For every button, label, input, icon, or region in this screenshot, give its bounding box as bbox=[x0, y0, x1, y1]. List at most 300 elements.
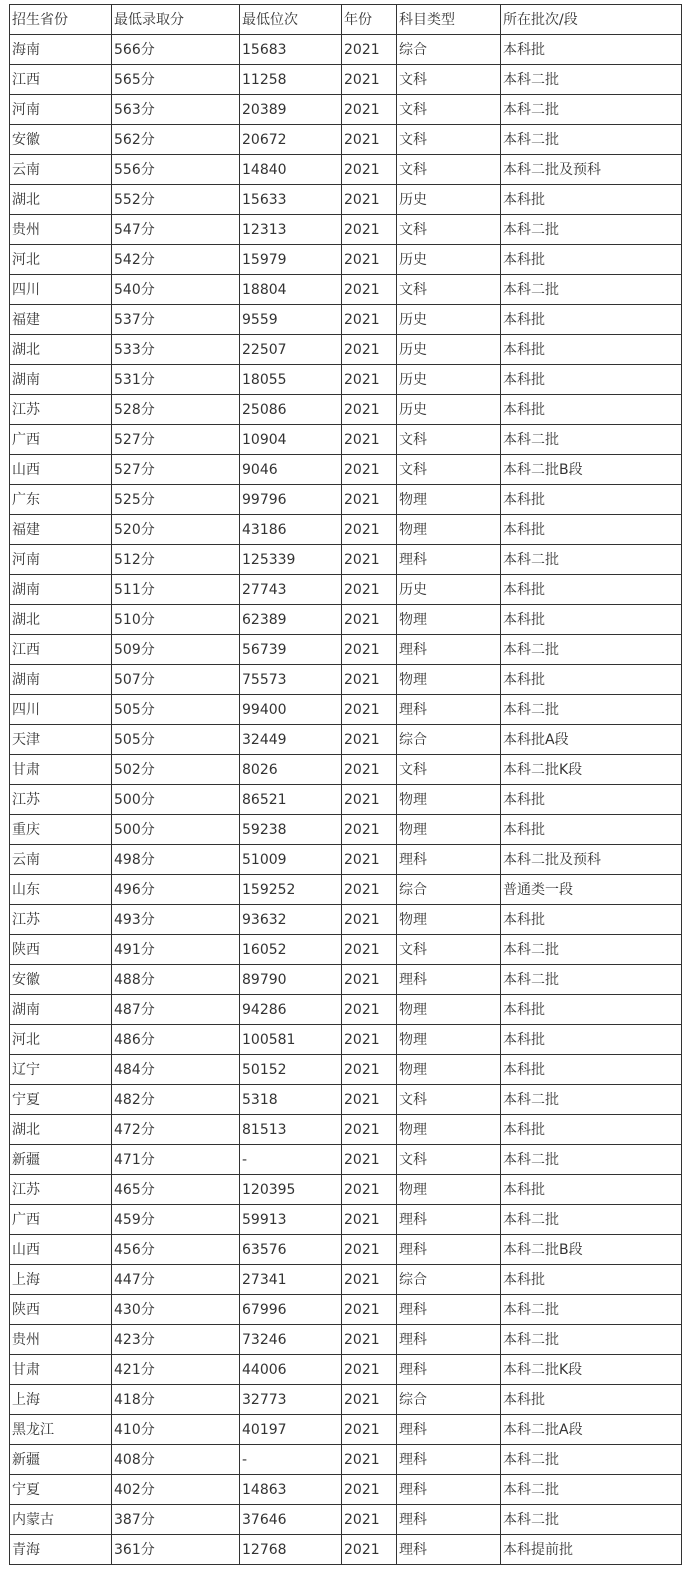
batch-cell: 本科批 bbox=[501, 305, 682, 335]
batch-cell: 本科二批 bbox=[501, 425, 682, 455]
min-rank-cell: 20672 bbox=[240, 125, 342, 155]
year-cell: 2021 bbox=[342, 1205, 397, 1235]
min-score-cell: 500分 bbox=[112, 785, 240, 815]
min-score-cell: 552分 bbox=[112, 185, 240, 215]
min-score-cell: 498分 bbox=[112, 845, 240, 875]
table-row bbox=[10, 1175, 682, 1205]
min-rank-cell: - bbox=[240, 1445, 342, 1475]
subject-type-cell: 理科 bbox=[397, 1355, 501, 1385]
min-score-cell: 387分 bbox=[112, 1505, 240, 1535]
province-cell: 云南 bbox=[10, 155, 112, 185]
province-cell: 湖南 bbox=[10, 665, 112, 695]
province-cell: 安徽 bbox=[10, 125, 112, 155]
min-rank-cell: 89790 bbox=[240, 965, 342, 995]
province-cell: 湖南 bbox=[10, 365, 112, 395]
year-cell: 2021 bbox=[342, 695, 397, 725]
batch-cell: 本科批 bbox=[501, 575, 682, 605]
table-row bbox=[10, 935, 682, 965]
subject-type-cell: 历史 bbox=[397, 245, 501, 275]
province-cell: 江苏 bbox=[10, 905, 112, 935]
batch-cell: 本科批 bbox=[501, 365, 682, 395]
province-cell: 江苏 bbox=[10, 395, 112, 425]
table-row bbox=[10, 185, 682, 215]
batch-cell: 本科二批 bbox=[501, 275, 682, 305]
table-row bbox=[10, 995, 682, 1025]
min-score-cell: 562分 bbox=[112, 125, 240, 155]
batch-cell: 本科批 bbox=[501, 1175, 682, 1205]
min-score-cell: 447分 bbox=[112, 1265, 240, 1295]
batch-cell: 本科批 bbox=[501, 335, 682, 365]
min-score-cell: 410分 bbox=[112, 1415, 240, 1445]
min-rank-cell: 56739 bbox=[240, 635, 342, 665]
min-score-cell: 520分 bbox=[112, 515, 240, 545]
province-cell: 辽宁 bbox=[10, 1055, 112, 1085]
table-row bbox=[10, 1385, 682, 1415]
province-cell: 河南 bbox=[10, 545, 112, 575]
min-score-cell: 525分 bbox=[112, 485, 240, 515]
province-cell: 江苏 bbox=[10, 785, 112, 815]
table-container bbox=[9, 4, 682, 1565]
min-rank-cell: 18055 bbox=[240, 365, 342, 395]
min-rank-cell: 99796 bbox=[240, 485, 342, 515]
batch-cell: 本科批 bbox=[501, 605, 682, 635]
min-score-cell: 533分 bbox=[112, 335, 240, 365]
batch-cell: 本科批 bbox=[501, 1025, 682, 1055]
min-rank-cell: 125339 bbox=[240, 545, 342, 575]
table-row bbox=[10, 305, 682, 335]
province-cell: 湖南 bbox=[10, 995, 112, 1025]
table-row bbox=[10, 365, 682, 395]
min-rank-cell: - bbox=[240, 1145, 342, 1175]
subject-type-cell: 理科 bbox=[397, 1325, 501, 1355]
subject-type-cell: 理科 bbox=[397, 695, 501, 725]
batch-cell: 本科二批 bbox=[501, 1325, 682, 1355]
subject-type-cell: 文科 bbox=[397, 1145, 501, 1175]
batch-cell: 本科二批 bbox=[501, 95, 682, 125]
province-cell: 贵州 bbox=[10, 215, 112, 245]
year-cell: 2021 bbox=[342, 1505, 397, 1535]
table-row bbox=[10, 425, 682, 455]
batch-cell: 本科批 bbox=[501, 815, 682, 845]
min-score-cell: 472分 bbox=[112, 1115, 240, 1145]
header-min-score: 最低录取分 bbox=[112, 5, 240, 35]
year-cell: 2021 bbox=[342, 605, 397, 635]
province-cell: 河北 bbox=[10, 1025, 112, 1055]
subject-type-cell: 理科 bbox=[397, 845, 501, 875]
min-score-cell: 510分 bbox=[112, 605, 240, 635]
table-row bbox=[10, 695, 682, 725]
province-cell: 贵州 bbox=[10, 1325, 112, 1355]
subject-type-cell: 理科 bbox=[397, 1235, 501, 1265]
batch-cell: 本科二批 bbox=[501, 1205, 682, 1235]
header-subject-type: 科目类型 bbox=[397, 5, 501, 35]
table-row bbox=[10, 785, 682, 815]
min-rank-cell: 37646 bbox=[240, 1505, 342, 1535]
year-cell: 2021 bbox=[342, 515, 397, 545]
table-row bbox=[10, 515, 682, 545]
year-cell: 2021 bbox=[342, 1025, 397, 1055]
min-rank-cell: 86521 bbox=[240, 785, 342, 815]
table-row bbox=[10, 1235, 682, 1265]
table-row bbox=[10, 1325, 682, 1355]
min-score-cell: 488分 bbox=[112, 965, 240, 995]
year-cell: 2021 bbox=[342, 425, 397, 455]
min-score-cell: 505分 bbox=[112, 725, 240, 755]
year-cell: 2021 bbox=[342, 395, 397, 425]
min-rank-cell: 15683 bbox=[240, 35, 342, 65]
province-cell: 福建 bbox=[10, 305, 112, 335]
min-score-cell: 566分 bbox=[112, 35, 240, 65]
batch-cell: 本科批 bbox=[501, 905, 682, 935]
year-cell: 2021 bbox=[342, 1325, 397, 1355]
min-rank-cell: 59238 bbox=[240, 815, 342, 845]
header-row bbox=[10, 5, 682, 35]
table-row bbox=[10, 1085, 682, 1115]
batch-cell: 本科批 bbox=[501, 185, 682, 215]
batch-cell: 本科二批 bbox=[501, 65, 682, 95]
batch-cell: 本科批 bbox=[501, 1055, 682, 1085]
year-cell: 2021 bbox=[342, 815, 397, 845]
province-cell: 四川 bbox=[10, 695, 112, 725]
province-cell: 河南 bbox=[10, 95, 112, 125]
year-cell: 2021 bbox=[342, 1175, 397, 1205]
province-cell: 上海 bbox=[10, 1385, 112, 1415]
table-row bbox=[10, 485, 682, 515]
batch-cell: 本科二批 bbox=[501, 1505, 682, 1535]
year-cell: 2021 bbox=[342, 335, 397, 365]
subject-type-cell: 文科 bbox=[397, 155, 501, 185]
min-rank-cell: 63576 bbox=[240, 1235, 342, 1265]
table-row bbox=[10, 1445, 682, 1475]
province-cell: 江苏 bbox=[10, 1175, 112, 1205]
min-rank-cell: 27341 bbox=[240, 1265, 342, 1295]
batch-cell: 本科二批 bbox=[501, 1145, 682, 1175]
table-row bbox=[10, 815, 682, 845]
table-row bbox=[10, 845, 682, 875]
subject-type-cell: 物理 bbox=[397, 665, 501, 695]
subject-type-cell: 物理 bbox=[397, 1055, 501, 1085]
min-score-cell: 491分 bbox=[112, 935, 240, 965]
year-cell: 2021 bbox=[342, 935, 397, 965]
table-body bbox=[10, 35, 682, 1565]
table-row bbox=[10, 1355, 682, 1385]
province-cell: 天津 bbox=[10, 725, 112, 755]
min-score-cell: 556分 bbox=[112, 155, 240, 185]
min-score-cell: 487分 bbox=[112, 995, 240, 1025]
subject-type-cell: 综合 bbox=[397, 875, 501, 905]
subject-type-cell: 文科 bbox=[397, 125, 501, 155]
min-score-cell: 423分 bbox=[112, 1325, 240, 1355]
table-row bbox=[10, 1535, 682, 1565]
table-row bbox=[10, 35, 682, 65]
subject-type-cell: 综合 bbox=[397, 1385, 501, 1415]
year-cell: 2021 bbox=[342, 1115, 397, 1145]
province-cell: 上海 bbox=[10, 1265, 112, 1295]
min-rank-cell: 10904 bbox=[240, 425, 342, 455]
min-score-cell: 493分 bbox=[112, 905, 240, 935]
subject-type-cell: 物理 bbox=[397, 785, 501, 815]
batch-cell: 本科二批B段 bbox=[501, 455, 682, 485]
province-cell: 广西 bbox=[10, 425, 112, 455]
table-row bbox=[10, 215, 682, 245]
subject-type-cell: 物理 bbox=[397, 995, 501, 1025]
min-score-cell: 505分 bbox=[112, 695, 240, 725]
subject-type-cell: 物理 bbox=[397, 605, 501, 635]
province-cell: 湖北 bbox=[10, 335, 112, 365]
subject-type-cell: 文科 bbox=[397, 275, 501, 305]
min-score-cell: 408分 bbox=[112, 1445, 240, 1475]
min-score-cell: 565分 bbox=[112, 65, 240, 95]
min-score-cell: 511分 bbox=[112, 575, 240, 605]
min-rank-cell: 32449 bbox=[240, 725, 342, 755]
year-cell: 2021 bbox=[342, 665, 397, 695]
subject-type-cell: 文科 bbox=[397, 455, 501, 485]
year-cell: 2021 bbox=[342, 305, 397, 335]
min-rank-cell: 93632 bbox=[240, 905, 342, 935]
subject-type-cell: 文科 bbox=[397, 65, 501, 95]
min-rank-cell: 51009 bbox=[240, 845, 342, 875]
table-row bbox=[10, 125, 682, 155]
year-cell: 2021 bbox=[342, 875, 397, 905]
batch-cell: 本科二批 bbox=[501, 125, 682, 155]
subject-type-cell: 物理 bbox=[397, 1175, 501, 1205]
subject-type-cell: 理科 bbox=[397, 1295, 501, 1325]
min-rank-cell: 5318 bbox=[240, 1085, 342, 1115]
year-cell: 2021 bbox=[342, 1535, 397, 1565]
subject-type-cell: 物理 bbox=[397, 485, 501, 515]
province-cell: 新疆 bbox=[10, 1145, 112, 1175]
subject-type-cell: 物理 bbox=[397, 815, 501, 845]
year-cell: 2021 bbox=[342, 1385, 397, 1415]
year-cell: 2021 bbox=[342, 1235, 397, 1265]
admission-score-table bbox=[9, 4, 682, 1565]
min-score-cell: 496分 bbox=[112, 875, 240, 905]
year-cell: 2021 bbox=[342, 275, 397, 305]
subject-type-cell: 文科 bbox=[397, 935, 501, 965]
batch-cell: 本科二批 bbox=[501, 935, 682, 965]
min-score-cell: 500分 bbox=[112, 815, 240, 845]
year-cell: 2021 bbox=[342, 1415, 397, 1445]
subject-type-cell: 文科 bbox=[397, 215, 501, 245]
province-cell: 山东 bbox=[10, 875, 112, 905]
table-row bbox=[10, 1205, 682, 1235]
province-cell: 新疆 bbox=[10, 1445, 112, 1475]
subject-type-cell: 文科 bbox=[397, 755, 501, 785]
year-cell: 2021 bbox=[342, 575, 397, 605]
table-row bbox=[10, 1055, 682, 1085]
batch-cell: 本科批 bbox=[501, 1115, 682, 1145]
table-row bbox=[10, 635, 682, 665]
table-row bbox=[10, 245, 682, 275]
province-cell: 青海 bbox=[10, 1535, 112, 1565]
province-cell: 云南 bbox=[10, 845, 112, 875]
year-cell: 2021 bbox=[342, 965, 397, 995]
min-score-cell: 547分 bbox=[112, 215, 240, 245]
year-cell: 2021 bbox=[342, 185, 397, 215]
min-score-cell: 542分 bbox=[112, 245, 240, 275]
batch-cell: 本科二批 bbox=[501, 695, 682, 725]
province-cell: 湖北 bbox=[10, 605, 112, 635]
min-rank-cell: 12313 bbox=[240, 215, 342, 245]
year-cell: 2021 bbox=[342, 35, 397, 65]
subject-type-cell: 物理 bbox=[397, 905, 501, 935]
header-min-rank: 最低位次 bbox=[240, 5, 342, 35]
province-cell: 山西 bbox=[10, 455, 112, 485]
min-rank-cell: 62389 bbox=[240, 605, 342, 635]
batch-cell: 本科批 bbox=[501, 395, 682, 425]
min-rank-cell: 9559 bbox=[240, 305, 342, 335]
table-row bbox=[10, 1295, 682, 1325]
subject-type-cell: 理科 bbox=[397, 1505, 501, 1535]
province-cell: 宁夏 bbox=[10, 1475, 112, 1505]
min-rank-cell: 16052 bbox=[240, 935, 342, 965]
subject-type-cell: 历史 bbox=[397, 575, 501, 605]
province-cell: 甘肃 bbox=[10, 1355, 112, 1385]
year-cell: 2021 bbox=[342, 995, 397, 1025]
min-score-cell: 507分 bbox=[112, 665, 240, 695]
min-score-cell: 486分 bbox=[112, 1025, 240, 1055]
batch-cell: 本科批 bbox=[501, 485, 682, 515]
subject-type-cell: 理科 bbox=[397, 635, 501, 665]
table-row bbox=[10, 665, 682, 695]
year-cell: 2021 bbox=[342, 845, 397, 875]
batch-cell: 本科二批 bbox=[501, 545, 682, 575]
table-row bbox=[10, 1475, 682, 1505]
min-score-cell: 430分 bbox=[112, 1295, 240, 1325]
min-score-cell: 421分 bbox=[112, 1355, 240, 1385]
min-score-cell: 459分 bbox=[112, 1205, 240, 1235]
year-cell: 2021 bbox=[342, 1445, 397, 1475]
year-cell: 2021 bbox=[342, 905, 397, 935]
batch-cell: 本科二批K段 bbox=[501, 1355, 682, 1385]
table-row bbox=[10, 155, 682, 185]
year-cell: 2021 bbox=[342, 635, 397, 665]
year-cell: 2021 bbox=[342, 125, 397, 155]
year-cell: 2021 bbox=[342, 365, 397, 395]
province-cell: 陕西 bbox=[10, 1295, 112, 1325]
batch-cell: 本科提前批 bbox=[501, 1535, 682, 1565]
subject-type-cell: 物理 bbox=[397, 515, 501, 545]
province-cell: 内蒙古 bbox=[10, 1505, 112, 1535]
subject-type-cell: 理科 bbox=[397, 1415, 501, 1445]
year-cell: 2021 bbox=[342, 455, 397, 485]
min-rank-cell: 75573 bbox=[240, 665, 342, 695]
province-cell: 广西 bbox=[10, 1205, 112, 1235]
min-rank-cell: 44006 bbox=[240, 1355, 342, 1385]
province-cell: 陕西 bbox=[10, 935, 112, 965]
table-row bbox=[10, 755, 682, 785]
min-rank-cell: 25086 bbox=[240, 395, 342, 425]
year-cell: 2021 bbox=[342, 1085, 397, 1115]
subject-type-cell: 综合 bbox=[397, 35, 501, 65]
min-rank-cell: 67996 bbox=[240, 1295, 342, 1325]
province-cell: 湖北 bbox=[10, 185, 112, 215]
min-score-cell: 361分 bbox=[112, 1535, 240, 1565]
table-row bbox=[10, 1115, 682, 1145]
year-cell: 2021 bbox=[342, 755, 397, 785]
min-score-cell: 482分 bbox=[112, 1085, 240, 1115]
min-score-cell: 527分 bbox=[112, 425, 240, 455]
min-score-cell: 527分 bbox=[112, 455, 240, 485]
min-rank-cell: 43186 bbox=[240, 515, 342, 545]
min-score-cell: 540分 bbox=[112, 275, 240, 305]
year-cell: 2021 bbox=[342, 1475, 397, 1505]
province-cell: 海南 bbox=[10, 35, 112, 65]
subject-type-cell: 综合 bbox=[397, 1265, 501, 1295]
subject-type-cell: 历史 bbox=[397, 305, 501, 335]
table-row bbox=[10, 335, 682, 365]
min-rank-cell: 12768 bbox=[240, 1535, 342, 1565]
year-cell: 2021 bbox=[342, 785, 397, 815]
subject-type-cell: 历史 bbox=[397, 365, 501, 395]
min-rank-cell: 59913 bbox=[240, 1205, 342, 1235]
min-score-cell: 484分 bbox=[112, 1055, 240, 1085]
year-cell: 2021 bbox=[342, 725, 397, 755]
min-rank-cell: 81513 bbox=[240, 1115, 342, 1145]
province-cell: 湖北 bbox=[10, 1115, 112, 1145]
min-score-cell: 563分 bbox=[112, 95, 240, 125]
table-row bbox=[10, 275, 682, 305]
province-cell: 重庆 bbox=[10, 815, 112, 845]
year-cell: 2021 bbox=[342, 1295, 397, 1325]
min-score-cell: 402分 bbox=[112, 1475, 240, 1505]
batch-cell: 本科二批 bbox=[501, 1475, 682, 1505]
min-score-cell: 531分 bbox=[112, 365, 240, 395]
province-cell: 山西 bbox=[10, 1235, 112, 1265]
min-score-cell: 418分 bbox=[112, 1385, 240, 1415]
table-row bbox=[10, 725, 682, 755]
min-rank-cell: 159252 bbox=[240, 875, 342, 905]
batch-cell: 本科二批 bbox=[501, 965, 682, 995]
min-rank-cell: 94286 bbox=[240, 995, 342, 1025]
table-row bbox=[10, 1025, 682, 1055]
min-score-cell: 509分 bbox=[112, 635, 240, 665]
min-rank-cell: 9046 bbox=[240, 455, 342, 485]
subject-type-cell: 理科 bbox=[397, 965, 501, 995]
min-rank-cell: 18804 bbox=[240, 275, 342, 305]
header-year: 年份 bbox=[342, 5, 397, 35]
batch-cell: 本科批 bbox=[501, 1385, 682, 1415]
min-rank-cell: 11258 bbox=[240, 65, 342, 95]
batch-cell: 普通类一段 bbox=[501, 875, 682, 905]
year-cell: 2021 bbox=[342, 155, 397, 185]
province-cell: 广东 bbox=[10, 485, 112, 515]
year-cell: 2021 bbox=[342, 1265, 397, 1295]
min-rank-cell: 14840 bbox=[240, 155, 342, 185]
table-row bbox=[10, 1505, 682, 1535]
batch-cell: 本科二批 bbox=[501, 1445, 682, 1475]
min-rank-cell: 73246 bbox=[240, 1325, 342, 1355]
subject-type-cell: 历史 bbox=[397, 185, 501, 215]
table-row bbox=[10, 905, 682, 935]
table-row bbox=[10, 965, 682, 995]
batch-cell: 本科二批K段 bbox=[501, 755, 682, 785]
batch-cell: 本科二批B段 bbox=[501, 1235, 682, 1265]
subject-type-cell: 理科 bbox=[397, 545, 501, 575]
table-row bbox=[10, 95, 682, 125]
year-cell: 2021 bbox=[342, 65, 397, 95]
min-score-cell: 456分 bbox=[112, 1235, 240, 1265]
batch-cell: 本科二批 bbox=[501, 215, 682, 245]
min-rank-cell: 8026 bbox=[240, 755, 342, 785]
min-rank-cell: 15633 bbox=[240, 185, 342, 215]
min-score-cell: 512分 bbox=[112, 545, 240, 575]
province-cell: 四川 bbox=[10, 275, 112, 305]
batch-cell: 本科二批及预科 bbox=[501, 155, 682, 185]
province-cell: 江西 bbox=[10, 635, 112, 665]
subject-type-cell: 理科 bbox=[397, 1475, 501, 1505]
province-cell: 宁夏 bbox=[10, 1085, 112, 1115]
